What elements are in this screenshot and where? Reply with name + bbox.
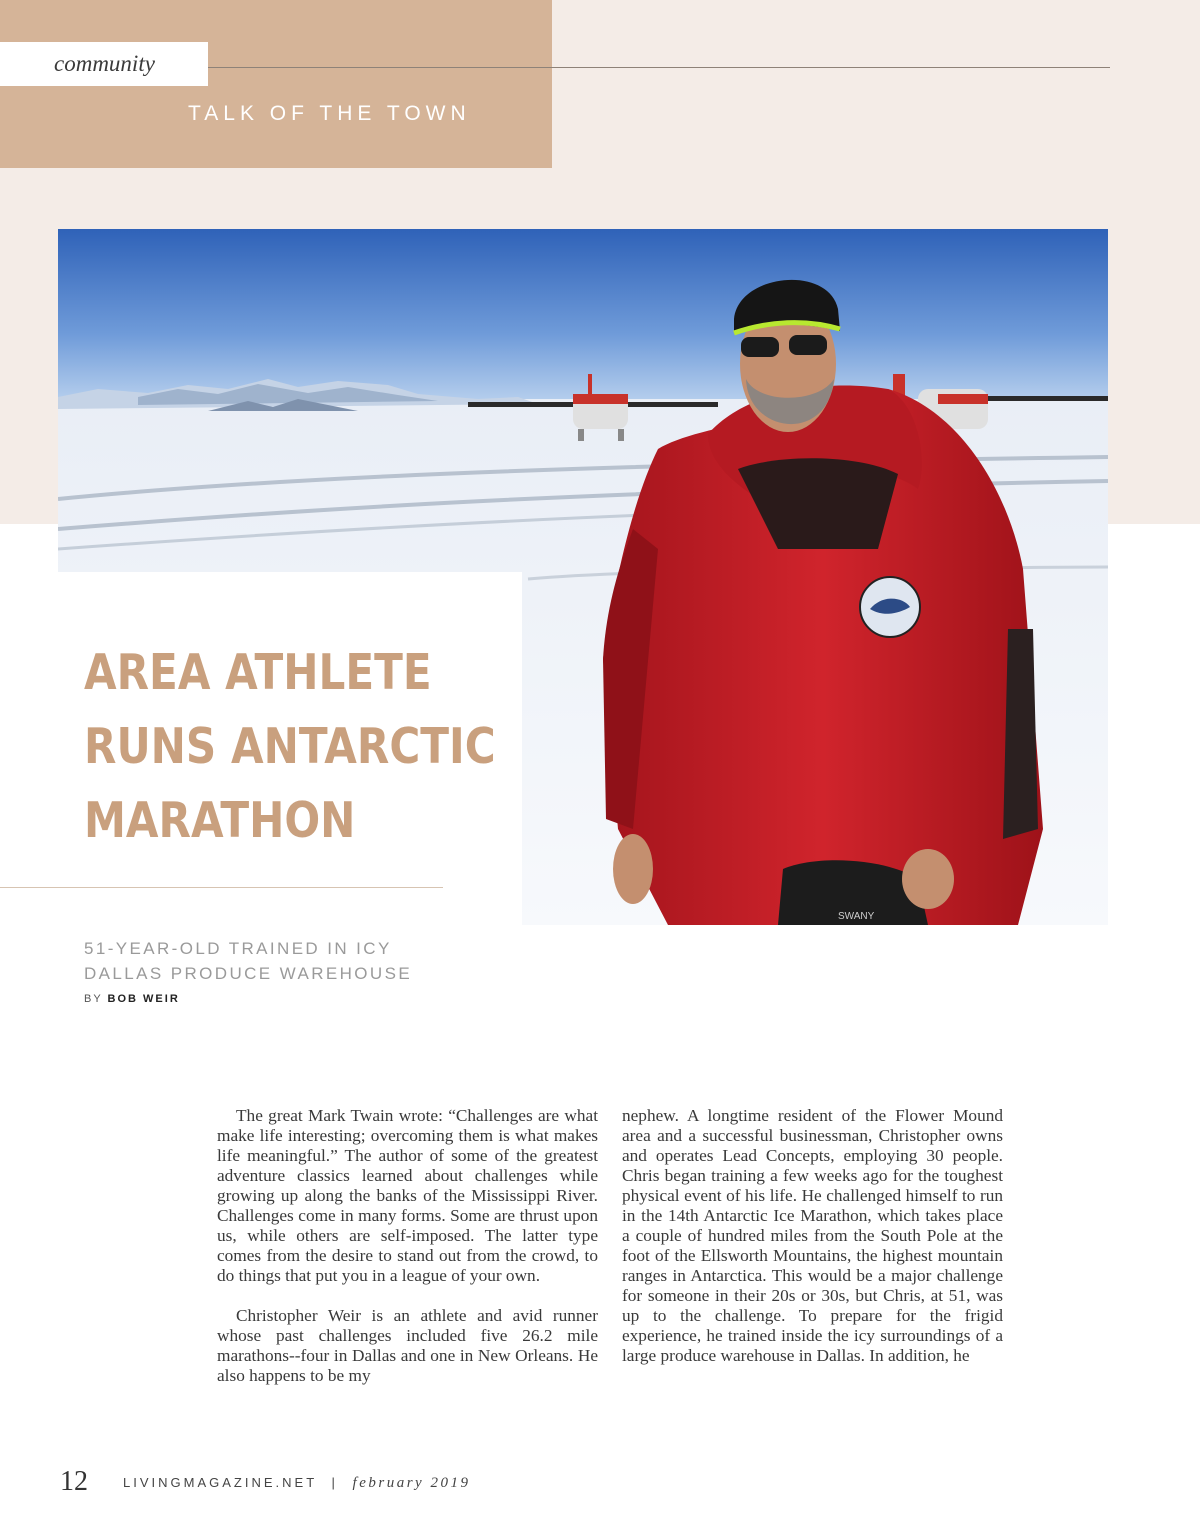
title-rule xyxy=(0,887,443,888)
author-name: BOB WEIR xyxy=(107,993,180,1005)
issue-date: february 2019 xyxy=(352,1475,471,1491)
glove-brand: SWANY xyxy=(838,911,875,922)
deck-line-2: DALLAS PRODUCE WAREHOUSE xyxy=(84,964,413,983)
byline xyxy=(84,993,180,1005)
paragraph: Christopher Weir is an athlete and avid runner whose past challenges included five 26.2 mile marathons--four in Dallas and one in New Orleans. He also happens to be my xyxy=(217,1306,598,1385)
footer xyxy=(123,1475,470,1492)
paragraph: nephew. A longtime resident of the Flower Mound area and a successful businessman, Christopher owns and operates Lead Concepts, employing 30 people. Chris began training a few weeks ago for the toughest physical event of his life. He challenged himself to run in the 14th Antarctic Ice Marathon, which takes place a couple of hundred miles from the South Pole at the foot of the Ellsworth Mountains, the highest mountain ranges in Antarctica. This would be a major challenge for someone in their 20s or 30s, but Chris, at 51, was up to the challenge. To prepare for the frigid experience, he trained inside the icy surroundings of a large produce warehouse in Dallas. In addition, he xyxy=(622,1106,1003,1365)
headline-line-3: MARATHON xyxy=(84,792,356,849)
deck xyxy=(84,936,412,986)
footer-separator: | xyxy=(331,1475,338,1490)
article-column-2 xyxy=(622,1106,1003,1386)
page-number: 12 xyxy=(60,1466,88,1497)
byline-prefix: BY xyxy=(84,993,103,1005)
article-column-1 xyxy=(217,1106,598,1406)
deck-line-1: 51-YEAR-OLD TRAINED IN ICY xyxy=(84,939,392,958)
headline xyxy=(84,636,496,858)
kicker: TALK OF THE TOWN xyxy=(188,102,471,125)
headline-line-2: RUNS ANTARCTIC xyxy=(84,718,496,775)
headline-line-1: AREA ATHLETE xyxy=(84,644,432,701)
section-label: community xyxy=(0,42,208,86)
site-link[interactable]: LIVINGMAGAZINE.NET xyxy=(123,1475,317,1490)
paragraph: The great Mark Twain wrote: “Challenges are what make life interesting; overcoming them is what makes life meaningful.” The author of some of the greatest adventure classics learned about challenges while growing up along the banks of the Mississippi River. Challenges come in many forms. Some are thrust upon us, while others are self-imposed. The latter type comes from the desire to stand out from the crowd, to do things that put you in a league of your own. xyxy=(217,1106,598,1285)
header-rule xyxy=(180,67,1110,68)
